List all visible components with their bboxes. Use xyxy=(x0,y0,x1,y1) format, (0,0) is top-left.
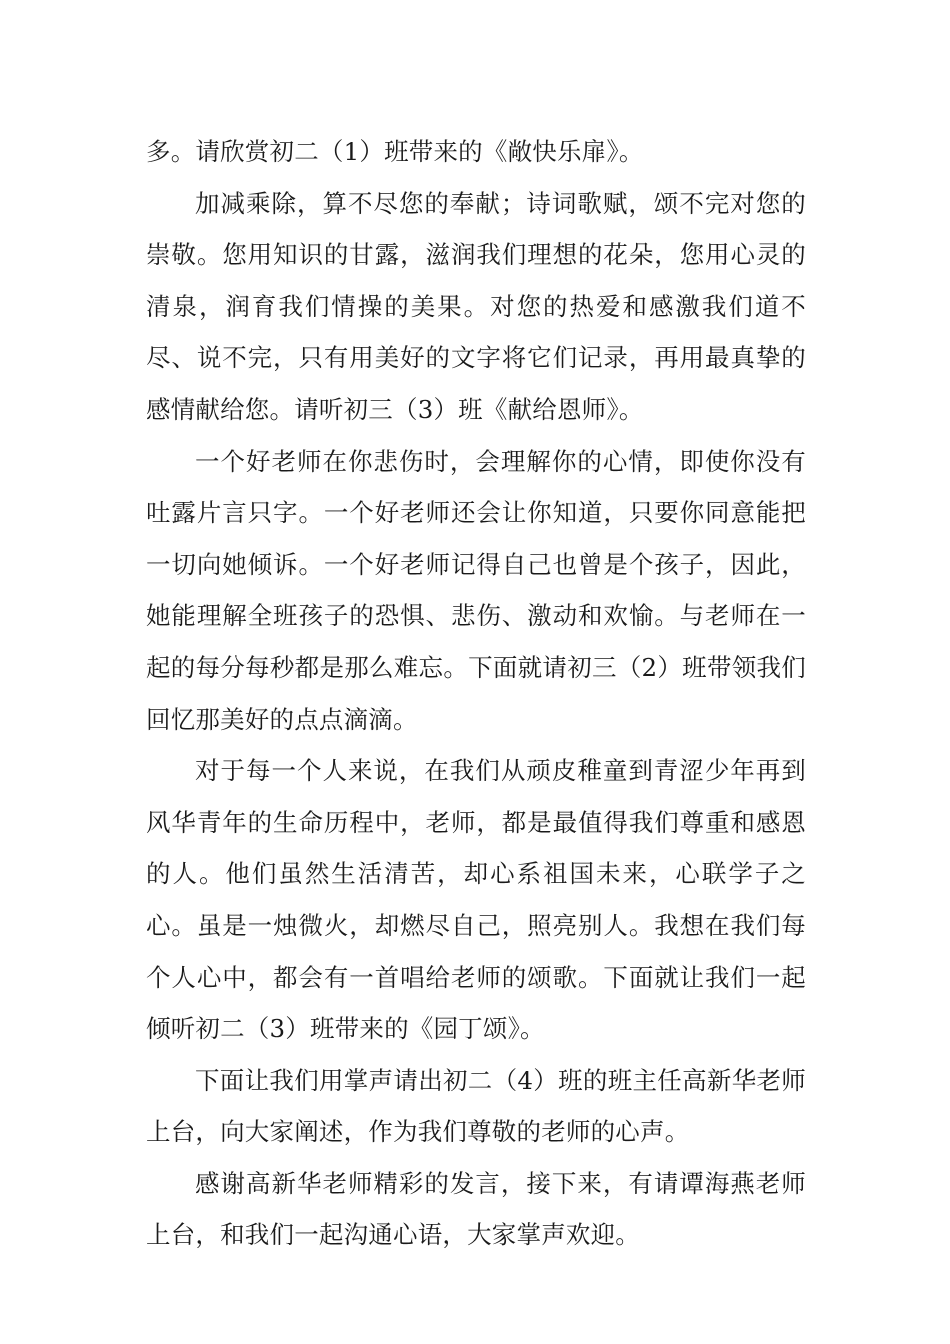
paragraph-gardener-song: 对于每一个人来说，在我们从顽皮稚童到青涩少年再到风华青年的生命历程中，老师，都是最值得我们尊重和感恩的人。他们虽然生活清苦，却心系祖国未来，心联学子之心。虽是一烛微火，却燃尽自己，照亮别人。我想在我们每个人心中，都会有一首唱给老师的颂歌。下面就让我们一起倾听初二（3）班带来的《园丁颂》。 xyxy=(146,756,806,1044)
paragraph-thanks-next-speaker: 感谢高新华老师精彩的发言，接下来，有请谭海燕老师上台，和我们一起沟通心语，大家掌声欢迎。 xyxy=(146,1168,806,1250)
paragraph-good-teacher: 一个好老师在你悲伤时，会理解你的心情，即使你没有吐露片言只字。一个好老师还会让你知道，只要你同意能把一切向她倾诉。一个好老师记得自己也曾是个孩子，因此，她能理解全班孩子的恐惧、悲伤、激动和欢愉。与老师在一起的每分每秒都是那么难忘。下面就请初三（2）班带领我们回忆那美好的点点滴滴。 xyxy=(146,446,806,734)
paragraph-teacher-speech-intro: 下面让我们用掌声请出初二（4）班的班主任高新华老师上台，向大家阐述，作为我们尊敬的老师的心声。 xyxy=(146,1065,806,1147)
document-body xyxy=(146,126,806,1261)
paragraph-arithmetic-tribute: 加减乘除，算不尽您的奉献；诗词歌赋，颂不完对您的崇敬。您用知识的甘露，滋润我们理想的花朵，您用心灵的清泉，润育我们情操的美果。对您的热爱和感激我们道不尽、说不完，只有用美好的文字将它们记录，再用最真挚的感情献给您。请听初三（3）班《献给恩师》。 xyxy=(146,188,806,424)
paragraph-continued: 多。请欣赏初二（1）班带来的《敞快乐扉》。 xyxy=(146,137,644,166)
